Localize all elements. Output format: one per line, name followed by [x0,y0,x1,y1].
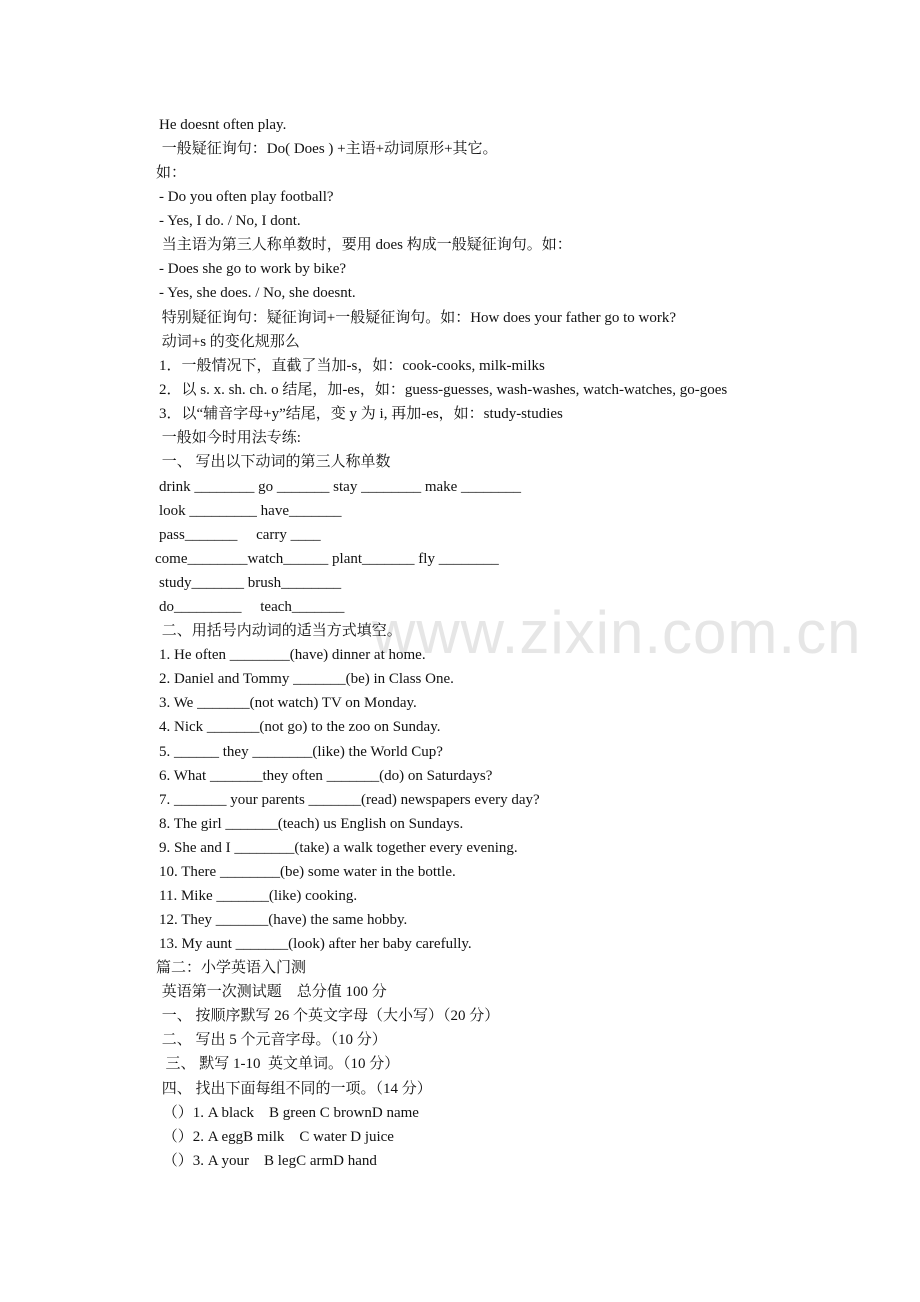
text-line-22: 二、用括号内动词的适当方式填空。 [158,623,402,639]
text-line-3: 如： [156,165,187,181]
text-line-13: 3．以“辅音字母+y”结尾，变 y 为 i, 再加-es，如：study-studies [159,406,563,422]
text-line-2: 一般疑征询句：Do( Does ) +主语+动词原形+其它。 [158,141,498,157]
text-line-27: 5. ______ they ________(like) the World Cup? [159,744,443,760]
text-line-41: 四、 找出下面每组不同的一项。（14 分） [158,1081,432,1097]
text-line-39: 二、 写出 5 个元音字母。（10 分） [158,1032,387,1048]
watermark: www.zixin.com.cn [372,599,862,666]
text-line-10: 动词+s 的变化规那么 [158,334,300,350]
text-line-15: 一、 写出以下动词的第三人称单数 [158,454,391,470]
text-line-18: pass_______ carry ____ [159,527,321,543]
text-line-19: come________watch______ plant_______ fly ________ [155,551,499,567]
text-line-12: 2．以 s. x. sh. ch. o 结尾，加-es，如：guess-guesses, wash-washes, watch-watches, go-goes [159,382,728,398]
text-line-9: 特别疑征询句：疑征询词+一般疑征询句。如：How does your father go to work? [158,310,676,326]
text-line-37: 英语第一次测试题 总分值 100 分 [158,984,387,1000]
text-line-29: 7. _______ your parents _______(read) newspapers every day? [159,792,540,808]
text-line-14: 一般如今时用法专练: [158,430,301,446]
text-line-8: - Yes, she does. / No, she doesnt. [159,285,356,301]
text-line-23: 1. He often ________(have) dinner at home. [159,647,426,663]
text-line-6: 当主语为第三人称单数时，要用 does 构成一般疑征询句。如： [158,237,572,253]
text-line-25: 3. We _______(not watch) TV on Monday. [159,695,417,711]
text-line-17: look _________ have_______ [159,503,342,519]
text-line-35: 13. My aunt _______(look) after her baby carefully. [159,936,472,952]
text-line-5: - Yes, I do. / No, I dont. [159,213,301,229]
text-line-38: 一、 按顺序默写 26 个英文字母（大小写）（20 分） [158,1008,500,1024]
text-line-36: 篇二：小学英语入门测 [156,960,307,976]
text-line-11: 1．一般情况下，直截了当加-s，如：cook-cooks, milk-milks [159,358,545,374]
text-line-21: do_________ teach_______ [159,599,345,615]
text-line-44: （）3. A your B legC armD hand [159,1153,377,1169]
text-line-7: - Does she go to work by bike? [159,261,347,277]
text-line-26: 4. Nick _______(not go) to the zoo on Sunday. [159,719,441,735]
text-line-33: 11. Mike _______(like) cooking. [159,888,358,904]
text-line-34: 12. They _______(have) the same hobby. [159,912,408,928]
text-line-30: 8. The girl _______(teach) us English on Sundays. [159,816,464,832]
text-line-4: - Do you often play football? [159,189,334,205]
text-line-40: 三、 默写 1-10 英文单词。（10 分） [158,1056,400,1072]
text-line-1: He doesnt often play. [159,117,287,133]
text-line-28: 6. What _______they often _______(do) on Saturdays? [159,768,493,784]
text-line-32: 10. There ________(be) some water in the bottle. [159,864,456,880]
text-line-42: （）1. A black B green C brownD name [159,1105,419,1121]
text-line-31: 9. She and I ________(take) a walk together every evening. [159,840,518,856]
text-line-43: （）2. A eggB milk C water D juice [159,1129,394,1145]
text-line-24: 2. Daniel and Tommy _______(be) in Class One. [159,671,454,687]
text-line-16: drink ________ go _______ stay ________ make ________ [159,479,522,495]
text-line-20: study_______ brush________ [159,575,342,591]
